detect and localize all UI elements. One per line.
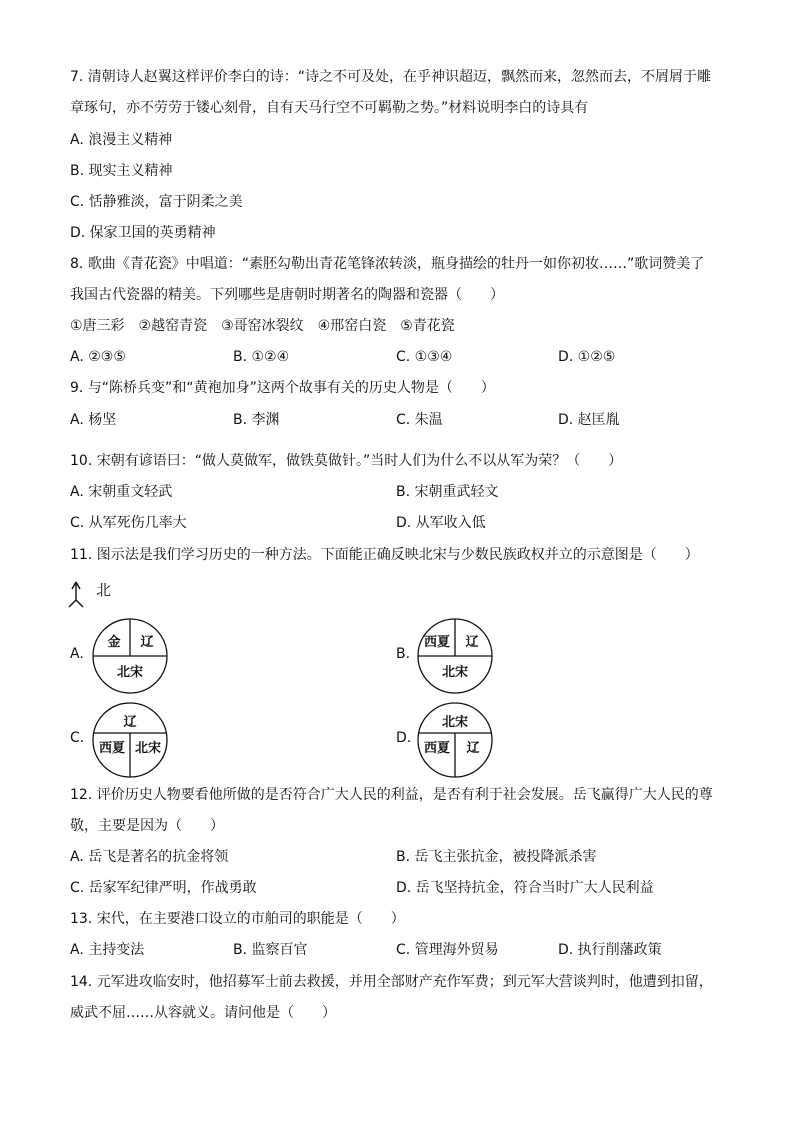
q10-stem: 10. 宋朝有谚语曰：“做人莫做军，做铁莫做针。”当时人们为什么不以从军为荣？（ ） [70, 453, 623, 469]
q12-option-c: C. 岳家军纪律严明，作战勇敢 [70, 880, 257, 896]
q8-items: ①唐三彩 ②越窑青瓷 ③哥窑冰裂纹 ④邢窑白瓷 ⑤青花瓷 [70, 318, 455, 334]
diagram-d-bottom-right: 辽 [466, 741, 480, 756]
q7-option-a: A. 浪漫主义精神 [70, 132, 173, 148]
diagram-c-bottom-left: 西夏 [98, 741, 126, 756]
diagram-b-top-right: 辽 [465, 635, 479, 650]
q12-option-a: A. 岳飞是著名的抗金将领 [70, 849, 229, 865]
diagram-d [415, 700, 495, 780]
q13-option-b: B. 监察百官 [233, 942, 308, 958]
q13-option-a: A. 主持变法 [70, 942, 145, 958]
q9-option-a: A. 杨坚 [70, 412, 117, 428]
q13-option-d: D. 执行削藩政策 [558, 942, 662, 958]
q8-stem-line1: 8. 歌曲《青花瓷》中唱道：“素胚勾勒出青花笔锋浓转淡，瓶身描绘的牡丹一如你初妆……”歌词赞美了 [70, 256, 705, 272]
q11-stem: 11. 图示法是我们学习历史的一种方法。下面能正确反映北宋与少数民族政权并立的示意图是（ ） [70, 547, 699, 563]
diagram-b-letter: B. [396, 646, 411, 662]
q13-stem: 13. 宋代，在主要港口设立的市舶司的职能是（ ） [70, 911, 405, 927]
q8-option-c: C. ①③④ [396, 349, 453, 365]
q8-option-d: D. ①②⑤ [558, 349, 616, 365]
q10-option-b: B. 宋朝重武轻文 [396, 484, 499, 500]
q12-option-b: B. 岳飞主张抗金，被投降派杀害 [396, 849, 597, 865]
diagram-b-bottom: 北宋 [441, 665, 469, 680]
diagram-a-top-right: 辽 [140, 635, 154, 650]
q12-stem-line1: 12. 评价历史人物要看他所做的是否符合广大人民的利益，是否有利于社会发展。岳飞赢得广大人民的尊 [70, 787, 713, 803]
q9-stem: 9. 与“陈桥兵变”和“黄袍加身”这两个故事有关的历史人物是（ ） [70, 380, 495, 396]
q7-option-b: B. 现实主义精神 [70, 163, 173, 179]
diagram-a-top-left: 金 [107, 635, 121, 650]
diagram-a-bottom: 北宋 [116, 665, 144, 680]
q9-option-b: B. 李渊 [233, 412, 280, 428]
q14-stem-line2: 威武不屈……从容就义。请问他是（ ） [70, 1005, 336, 1021]
diagram-c-letter: C. [70, 730, 85, 746]
diagram-b-top-left: 西夏 [423, 635, 451, 650]
q8-stem-line2: 我国古代瓷器的精美。下列哪些是唐朝时期著名的陶器和瓷器（ ） [70, 287, 504, 303]
diagram-d-bottom-left: 西夏 [423, 741, 451, 756]
q12-stem-line2: 敬，主要是因为（ ） [70, 818, 224, 834]
q7-stem-line2: 章琢句，亦不劳劳于镂心刻骨，自有天马行空不可羁勒之势。”材料说明李白的诗具有 [70, 100, 589, 116]
diagram-c-top: 辽 [123, 715, 137, 730]
q8-option-a: A. ②③⑤ [70, 349, 126, 365]
q7-option-c: C. 恬静雅淡，富于阴柔之美 [70, 194, 243, 210]
q9-option-c: C. 朱温 [396, 412, 443, 428]
q7-stem-line1: 7. 清朝诗人赵翼这样评价李白的诗：“诗之不可及处，在乎神识超迈，飘然而来，忽然而去，不屑屑于雕 [70, 69, 712, 85]
q14-stem-line1: 14. 元军进攻临安时，他招募军士前去救援，并用全部财产充作军费；到元军大营谈判时，他遭到扣留， [70, 974, 713, 990]
diagram-d-letter: D. [396, 730, 412, 746]
q9-option-d: D. 赵匡胤 [558, 412, 620, 428]
diagram-c [90, 700, 170, 780]
q10-option-c: C. 从军死伤几率大 [70, 515, 187, 531]
diagram-b [415, 616, 495, 696]
diagram-a [90, 616, 170, 696]
q10-option-a: A. 宋朝重文轻武 [70, 484, 173, 500]
diagram-c-bottom-right: 北宋 [134, 741, 162, 756]
q13-option-c: C. 管理海外贸易 [396, 942, 499, 958]
q10-option-d: D. 从军收入低 [396, 515, 486, 531]
q7-option-d: D. 保家卫国的英勇精神 [70, 225, 216, 241]
q12-option-d: D. 岳飞坚持抗金，符合当时广大人民利益 [396, 880, 654, 896]
diagram-a-letter: A. [70, 646, 84, 662]
north-label: 北 [96, 581, 112, 599]
q8-option-b: B. ①②④ [233, 349, 290, 365]
diagram-d-top: 北宋 [441, 715, 469, 730]
